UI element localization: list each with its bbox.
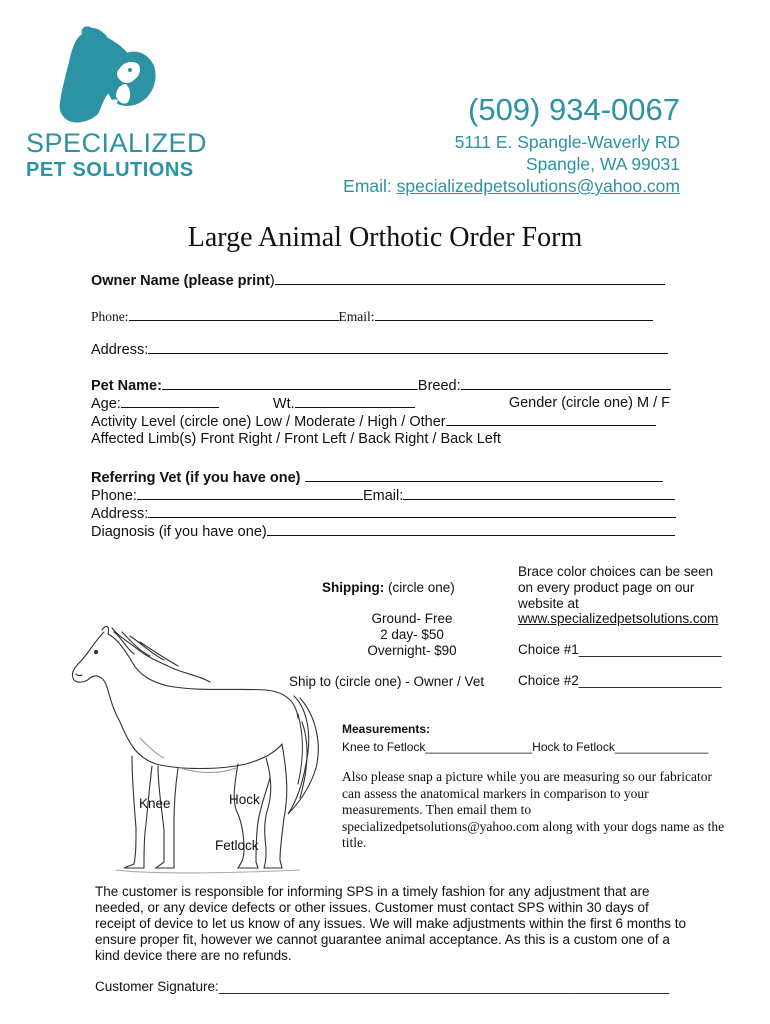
choice1-field[interactable]: ___________________ <box>578 642 722 657</box>
diagnosis-row <box>91 523 675 540</box>
measurements-title: Measurements: <box>342 722 431 736</box>
owner-name-row <box>91 272 665 289</box>
hock-label: Hock <box>229 792 260 807</box>
vet-contact-row <box>91 487 675 504</box>
shipping-label-rest: (circle one) <box>384 580 455 595</box>
owner-name-field[interactable] <box>275 272 665 285</box>
email-link[interactable]: specializedpetsolutions@yahoo.com <box>396 176 680 196</box>
measurements-line[interactable]: Knee to Fetlock________________Hock to Fetlock______________ <box>342 740 709 754</box>
shipping-option-ground[interactable]: Ground- Free <box>371 611 453 626</box>
breed-field[interactable] <box>461 377 671 390</box>
horse-illustration-icon <box>60 618 330 878</box>
contact-email-row <box>343 176 680 197</box>
logo <box>58 22 162 126</box>
vet-email-field[interactable] <box>403 487 675 500</box>
brace-text-line3: website at <box>518 596 579 611</box>
wt-label: Wt. <box>272 396 295 412</box>
pet-name-row <box>91 377 671 394</box>
choice1-row <box>518 642 721 657</box>
vet-email-label: Email: <box>362 488 404 504</box>
form-title: Large Animal Orthotic Order Form <box>187 222 583 253</box>
logo-name-line2: PET SOLUTIONS <box>26 159 194 181</box>
age-label: Age: <box>91 396 121 412</box>
note-line: specializedpetsolutions@yahoo.com along with your dogs name as the <box>342 818 725 834</box>
breed-label: Breed: <box>417 378 461 394</box>
ship-to-label[interactable]: Ship to (circle one) - Owner / Vet <box>289 674 485 689</box>
owner-contact-row <box>91 308 653 325</box>
note-line: measurements. Then email them to <box>342 802 532 817</box>
owner-name-label: Owner Name (please print <box>91 273 270 289</box>
owner-address-label: Address: <box>91 342 149 358</box>
vet-name-field[interactable] <box>305 469 663 482</box>
contact-phone[interactable]: (509) 934-0067 <box>468 92 680 127</box>
activity-label: Activity Level (circle one) Low / Moderate / High / Other <box>91 414 446 430</box>
email-label: Email: <box>343 176 397 196</box>
signature-row <box>95 979 669 994</box>
owner-address-field[interactable] <box>148 341 668 354</box>
shipping-label <box>322 580 455 595</box>
note-line: Also please snap a picture while you are measuring so our fabricator <box>342 769 712 784</box>
fetlock-label: Fetlock <box>215 838 259 853</box>
disclaimer-line: ensure proper fit, however we cannot guarantee animal acceptance. As this is a custom one of a <box>95 932 670 947</box>
disclaimer-text <box>95 884 686 964</box>
diagnosis-label: Diagnosis (if you have one) <box>91 524 267 540</box>
choice2-label: Choice #2 <box>518 673 579 688</box>
vet-phone-field[interactable] <box>137 487 363 500</box>
shipping-option-overnight[interactable]: Overnight- $90 <box>367 643 457 658</box>
note-line: can assess the anatomical markers in comparison to your <box>342 785 649 801</box>
address-line1: 5111 E. Spangle-Waverly RD <box>454 132 680 152</box>
choice2-field[interactable]: ___________________ <box>578 673 722 688</box>
brace-text-line2: on every product page on our <box>518 580 695 595</box>
measurements-note <box>342 769 724 852</box>
address-line2: Spangle, WA 99031 <box>525 154 680 174</box>
note-line: title. <box>342 835 367 850</box>
owner-phone-label: Phone: <box>91 309 129 324</box>
shipping-label-bold: Shipping: <box>322 580 385 595</box>
affected-limbs-label: Affected Limb(s) Front Right / Front Left / Back Right / Back Left <box>91 431 501 447</box>
vet-address-field[interactable] <box>148 505 676 518</box>
diagnosis-field[interactable] <box>267 523 675 536</box>
age-field[interactable] <box>121 395 219 408</box>
gender-label: Gender (circle one) M / F <box>508 395 670 411</box>
pet-age-row <box>91 395 415 412</box>
shipping-option-2day[interactable]: 2 day- $50 <box>380 627 444 642</box>
brace-text-line1: Brace color choices can be seen <box>518 564 714 579</box>
disclaimer-line: The customer is responsible for informing SPS in a timely fashion for any adjustment that are <box>95 884 650 899</box>
knee-label: Knee <box>139 796 171 811</box>
disclaimer-line: kind device there are no refunds. <box>95 948 292 963</box>
vet-address-row <box>91 505 676 522</box>
horse-diagram <box>60 618 330 878</box>
activity-other-field[interactable] <box>446 413 656 426</box>
owner-email-field[interactable] <box>375 308 653 321</box>
vet-address-label: Address: <box>91 506 149 522</box>
logo-name-line1: SPECIALIZED <box>26 128 208 158</box>
pet-name-field[interactable] <box>162 377 418 390</box>
disclaimer-line: needed, or any device defects or other issues. Customer must contact SPS within 30 days of <box>95 900 649 915</box>
vet-title: Referring Vet (if you have one) <box>91 470 301 486</box>
brace-website-link[interactable]: www.specializedpetsolutions.com <box>518 611 719 626</box>
owner-name-paren: ) <box>269 273 275 289</box>
choice2-row <box>518 673 721 688</box>
pet-name-label: Pet Name: <box>91 378 162 394</box>
choice1-label: Choice #1 <box>518 642 579 657</box>
owner-address-row <box>91 341 668 358</box>
vet-title-row <box>91 469 663 486</box>
signature-label: Customer Signature: <box>95 979 219 994</box>
owner-phone-field[interactable] <box>129 308 339 321</box>
horse-dog-logo-icon <box>58 22 162 126</box>
owner-email-label: Email: <box>338 309 375 324</box>
activity-row <box>91 413 656 430</box>
disclaimer-line: receipt of device to let us know of any issues. We will make adjustments within the first 6 months to <box>95 916 687 931</box>
wt-field[interactable] <box>295 395 415 408</box>
signature-field[interactable]: ____________________________________________________________ <box>218 979 670 994</box>
vet-phone-label: Phone: <box>91 488 137 504</box>
